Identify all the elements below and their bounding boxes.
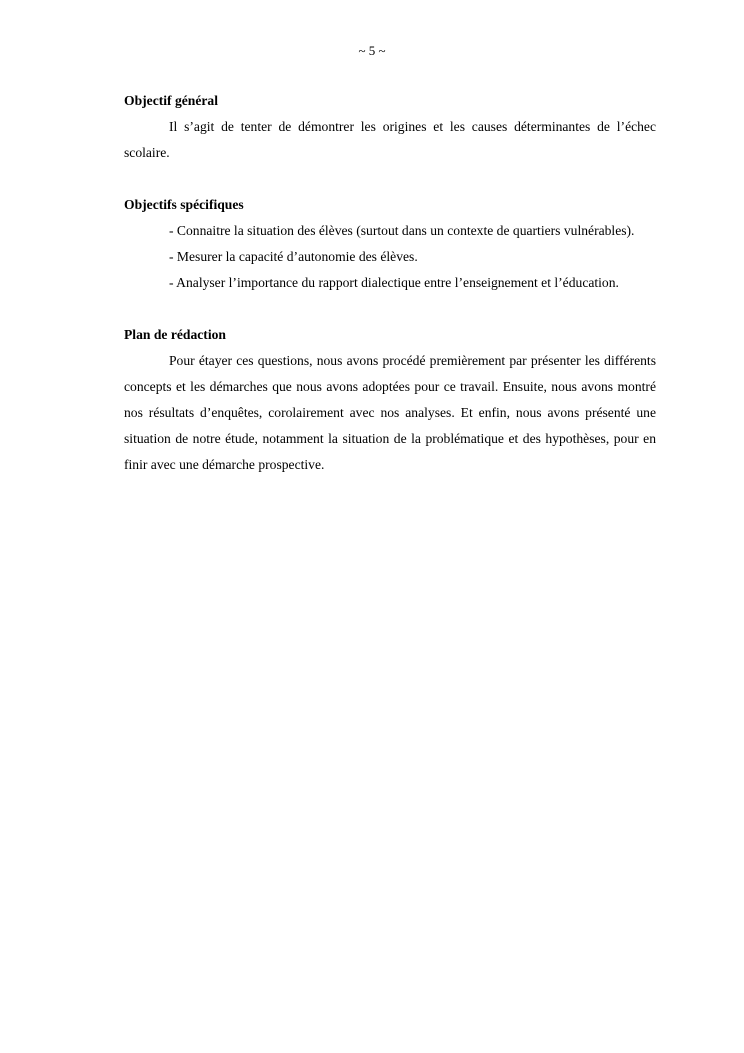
paragraph: Pour étayer ces questions, nous avons procédé premièrement par présenter les différents concepts et les démarches que nous avons adoptées pour ce travail. Ensuite, nous avons montré nos résultats d’enquêtes, corolairement avec nos analyses. Et enfin, nous avons présenté une situation de notre étude, notamment la situation de la problématique et des hypothèses, pour en finir avec une démarche prospective. bbox=[124, 353, 656, 472]
section-objectifs-specifiques bbox=[124, 192, 656, 296]
page-content bbox=[124, 88, 656, 478]
section-heading: Objectifs spécifiques bbox=[124, 197, 244, 212]
section-heading: Objectif général bbox=[124, 93, 218, 108]
paragraph: Il s’agit de tenter de démontrer les origines et les causes déterminantes de l’échec scolaire. bbox=[124, 119, 656, 160]
list-item: - Mesurer la capacité d’autonomie des élèves. bbox=[169, 249, 418, 264]
section-plan-de-redaction bbox=[124, 322, 656, 478]
list-item: - Connaitre la situation des élèves (surtout dans un contexte de quartiers vulnérables). bbox=[169, 223, 635, 238]
page-number: ~ 5 ~ bbox=[358, 43, 386, 58]
section-heading: Plan de rédaction bbox=[124, 327, 226, 342]
section-objectif-general bbox=[124, 88, 656, 166]
section-spacer bbox=[124, 166, 656, 192]
list-item: - Analyser l’importance du rapport dialectique entre l’enseignement et l’éducation. bbox=[169, 275, 619, 290]
section-spacer bbox=[124, 296, 656, 322]
